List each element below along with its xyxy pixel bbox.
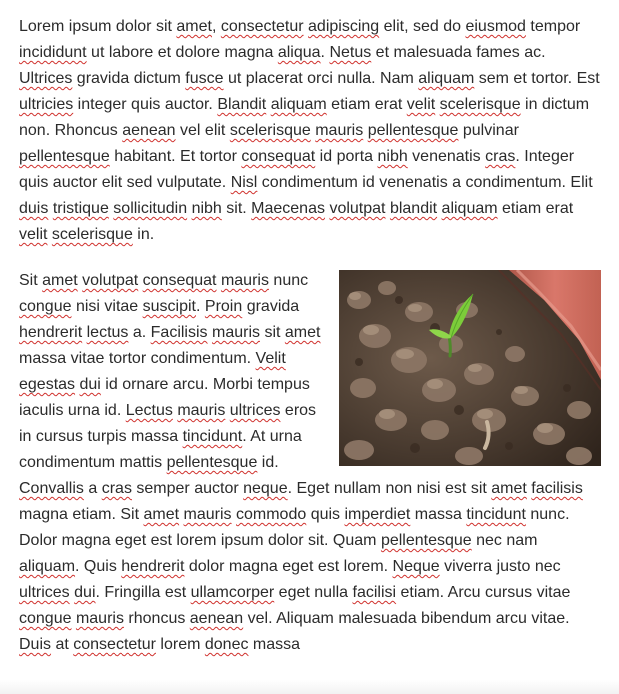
misspelled-word[interactable]: dui xyxy=(74,584,96,601)
misspelled-word[interactable]: mauris xyxy=(177,402,226,419)
misspelled-word[interactable]: Maecenas xyxy=(251,200,325,217)
misspelled-word[interactable]: scelerisque xyxy=(51,226,133,243)
misspelled-word[interactable]: Netus xyxy=(329,44,372,61)
misspelled-word[interactable]: amet xyxy=(284,324,321,341)
misspelled-word[interactable]: congue xyxy=(19,610,72,627)
misspelled-word[interactable]: lectus xyxy=(86,324,129,341)
misspelled-word[interactable]: ultrices xyxy=(229,402,281,419)
misspelled-word[interactable]: congue xyxy=(19,298,72,315)
misspelled-word[interactable]: ullamcorper xyxy=(190,584,275,601)
misspelled-word[interactable]: aliquam xyxy=(441,200,498,217)
misspelled-word[interactable]: dui xyxy=(79,376,101,393)
misspelled-word[interactable]: ultrices xyxy=(19,584,70,601)
misspelled-word[interactable]: velit xyxy=(406,96,436,113)
misspelled-word[interactable]: pellentesque xyxy=(19,148,110,165)
misspelled-word[interactable]: Lectus xyxy=(125,402,173,419)
misspelled-word[interactable]: Convallis xyxy=(19,480,84,497)
misspelled-word[interactable]: consectetur xyxy=(220,18,304,35)
misspelled-word[interactable]: tincidunt xyxy=(466,506,526,523)
misspelled-word[interactable]: sollicitudin xyxy=(113,200,188,217)
paragraph-2[interactable]: Sit amet volutpat consequat mauris nunc congue nisi vitae suscipit. Proin gravida hendrerit lectus a. Facilisis mauris sit amet massa vitae tortor condimentum. Velit egestas dui id ornare arcu. Morbi tempus iaculis urna id. Lectus mauris ultrices eros in cursus turpis massa tincidunt. At urna condimentum mattis pellentesque id. Convallis a cras semper auctor neque. Eget nullam non nisi est sit amet facilisis magna etiam. Sit amet mauris commodo quis imperdiet massa tincidunt nunc. Dolor magna eget est lorem ipsum dolor sit. Quam pellentesque nec nam aliquam. Quis hendrerit dolor magna eget est lorem. Neque viverra justo nec ultrices dui. Fringilla est ullamcorper eget nulla facilisi etiam. Arcu cursus vitae congue mauris rhoncus aenean vel. Aliquam malesuada bibendum arcu vitae. Duis at consectetur lorem donec massa xyxy=(19,268,601,658)
misspelled-word[interactable]: cras xyxy=(485,148,516,165)
misspelled-word[interactable]: Facilisis xyxy=(150,324,208,341)
misspelled-word[interactable]: Nisl xyxy=(230,174,258,191)
bottom-fade xyxy=(0,680,619,694)
misspelled-word[interactable]: Ultrices xyxy=(19,70,73,87)
misspelled-word[interactable]: Duis xyxy=(19,636,52,653)
misspelled-word[interactable]: facilisis xyxy=(531,480,583,497)
seedling-photo[interactable] xyxy=(339,270,601,466)
misspelled-word[interactable]: aliquam xyxy=(418,70,475,87)
misspelled-word[interactable]: consequat xyxy=(142,272,217,289)
misspelled-word[interactable]: donec xyxy=(204,636,249,653)
misspelled-word[interactable]: amet xyxy=(42,272,78,289)
misspelled-word[interactable]: duis xyxy=(19,200,49,217)
paragraph-1[interactable]: Lorem ipsum dolor sit amet, consectetur adipiscing elit, sed do eiusmod tempor incididunt ut labore et dolore magna aliqua. Netus et malesuada fames ac. Ultrices gravida dictum fusce ut placerat orci nulla. Nam aliquam sem et tortor. Est ultricies integer quis auctor. Blandit aliquam etiam erat velit scelerisque in dictum non. Rhoncus aenean vel elit scelerisque mauris pellentesque pulvinar pellentesque habitant. Et tortor consequat id porta nibh venenatis cras. Integer quis auctor elit sed vulputate. Nisl condimentum id venenatis a condimentum. Elit duis tristique sollicitudin nibh sit. Maecenas volutpat blandit aliquam etiam erat velit scelerisque in. xyxy=(19,18,600,243)
misspelled-word[interactable]: Velit xyxy=(255,350,286,367)
misspelled-word[interactable]: blandit xyxy=(389,200,438,217)
misspelled-word[interactable]: consequat xyxy=(241,148,316,165)
misspelled-word[interactable]: aliquam xyxy=(19,558,76,575)
misspelled-word[interactable]: amet xyxy=(491,480,527,497)
misspelled-word[interactable]: eiusmod xyxy=(465,18,526,35)
misspelled-word[interactable]: adipiscing xyxy=(308,18,380,35)
misspelled-word[interactable]: Blandit xyxy=(217,96,267,113)
misspelled-word[interactable]: pellentesque xyxy=(166,454,258,471)
misspelled-word[interactable]: ultricies xyxy=(19,96,74,113)
misspelled-word[interactable]: mauris xyxy=(211,324,260,341)
misspelled-word[interactable]: velit xyxy=(19,226,48,243)
misspelled-word[interactable]: nibh xyxy=(191,200,222,217)
misspelled-word[interactable]: tincidunt xyxy=(182,428,243,445)
misspelled-word[interactable]: commodo xyxy=(236,506,307,523)
misspelled-word[interactable]: facilisi xyxy=(352,584,397,601)
misspelled-word[interactable]: neque xyxy=(243,480,288,497)
misspelled-word[interactable]: nibh xyxy=(377,148,408,165)
misspelled-word[interactable]: Proin xyxy=(204,298,243,315)
misspelled-word[interactable]: incididunt xyxy=(19,44,87,61)
misspelled-word[interactable]: cras xyxy=(101,480,132,497)
misspelled-word[interactable]: mauris xyxy=(315,122,364,139)
misspelled-word[interactable]: volutpat xyxy=(82,272,139,289)
misspelled-word[interactable]: aliquam xyxy=(270,96,327,113)
misspelled-word[interactable]: scelerisque xyxy=(229,122,311,139)
misspelled-word[interactable]: mauris xyxy=(183,506,232,523)
misspelled-word[interactable]: Neque xyxy=(392,558,440,575)
misspelled-word[interactable]: aenean xyxy=(122,122,176,139)
misspelled-word[interactable]: volutpat xyxy=(329,200,386,217)
misspelled-word[interactable]: amet xyxy=(143,506,180,523)
misspelled-word[interactable]: consectetur xyxy=(73,636,156,653)
misspelled-word[interactable]: pellentesque xyxy=(380,532,472,549)
misspelled-word[interactable]: pellentesque xyxy=(367,122,459,139)
misspelled-word[interactable]: hendrerit xyxy=(19,324,83,341)
misspelled-word[interactable]: amet xyxy=(176,18,212,35)
misspelled-word[interactable]: egestas xyxy=(19,376,76,393)
misspelled-word[interactable]: scelerisque xyxy=(439,96,521,113)
misspelled-word[interactable]: tristique xyxy=(52,200,109,217)
misspelled-word[interactable]: imperdiet xyxy=(344,506,411,523)
misspelled-word[interactable]: aenean xyxy=(189,610,244,627)
document-editor[interactable] xyxy=(19,14,601,658)
misspelled-word[interactable]: mauris xyxy=(75,610,124,627)
misspelled-word[interactable]: mauris xyxy=(220,272,269,289)
misspelled-word[interactable]: aliqua xyxy=(277,44,321,61)
misspelled-word[interactable]: hendrerit xyxy=(121,558,185,575)
seedling-in-soil-photo-icon xyxy=(339,270,601,466)
misspelled-word[interactable]: fusce xyxy=(185,70,224,87)
misspelled-word[interactable]: suscipit xyxy=(142,298,196,315)
